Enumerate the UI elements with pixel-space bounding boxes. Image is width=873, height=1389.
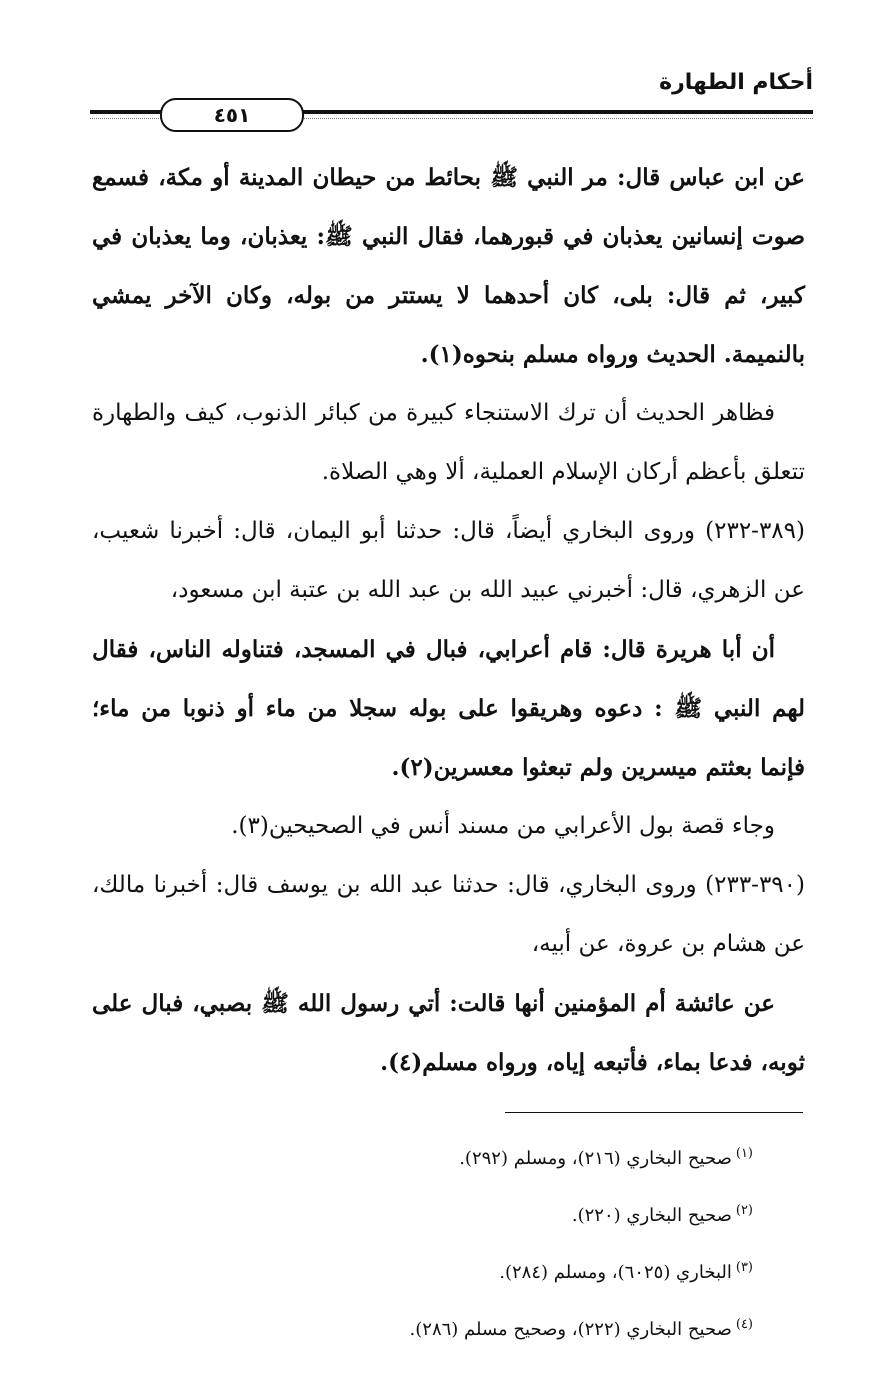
hadith-paragraph: أن أبا هريرة قال: قام أعرابي، فبال في المسجد، فتناوله الناس، فقال لهم النبي ﷺ : دعوه وهريقوا على بوله سجلا من ماء أو ذنوبا من ماء؛ فإنما بعثتم ميسرين ولم تبعثوا معسرين(٢).	[92, 636, 805, 781]
footnote-item	[200, 1299, 753, 1356]
main-text	[92, 148, 805, 1092]
footnote-item	[200, 1242, 753, 1299]
footnote-marker: (٣)	[735, 1260, 753, 1275]
page-header	[90, 62, 813, 132]
hadith-paragraph: عن عائشة أم المؤمنين أنها قالت: أتي رسول الله ﷺ بصبي، فبال على ثوبه، فدعا بماء، فأتبعه إياه، ورواه مسلم(٤).	[92, 990, 805, 1076]
footnote-separator	[505, 1112, 803, 1113]
page-number: ٤٥١	[160, 98, 304, 132]
commentary-paragraph: وجاء قصة بول الأعرابي من مسند أنس في الصحيحين(٣).	[231, 813, 775, 839]
footnotes	[200, 1128, 753, 1356]
footnote-text: صحيح البخاري (٢٢٠).	[571, 1205, 732, 1226]
commentary-paragraph: فظاهر الحديث أن ترك الاستنجاء كبيرة من كبائر الذنوب، كيف والطهارة تتعلق بأعظم أركان الإسلام العملية، ألا وهي الصلاة.	[92, 400, 805, 485]
footnote-marker: (١)	[735, 1146, 753, 1161]
isnad-paragraph: (٣٩٠-٢٣٣) وروى البخاري، قال: حدثنا عبد الله بن يوسف قال: أخبرنا مالك، عن هشام بن عروة، عن أبيه،	[92, 872, 805, 957]
footnote-marker: (٤)	[735, 1317, 753, 1332]
footnote-text: البخاري (٦٠٢٥)، ومسلم (٢٨٤).	[499, 1262, 732, 1283]
footnote-item	[200, 1128, 753, 1185]
footnote-text: صحيح البخاري (٢٢٢)، وصحيح مسلم (٢٨٦).	[409, 1319, 732, 1340]
hadith-paragraph: عن ابن عباس قال: مر النبي ﷺ بحائط من حيطان المدينة أو مكة، فسمع صوت إنسانين يعذبان في قبورهما، فقال النبي ﷺ: يعذبان، وما يعذبان في كبير، ثم قال: بلى، كان أحدهما لا يستتر من بوله، وكان الآخر يمشي بالنميمة. الحديث ورواه مسلم بنحوه(١).	[92, 164, 805, 368]
isnad-paragraph: (٣٨٩-٢٣٢) وروى البخاري أيضاً، قال: حدثنا أبو اليمان، قال: أخبرنا شعيب، عن الزهري، قال: أخبرني عبيد الله بن عبد الله بن عتبة ابن مسعود،	[92, 518, 805, 603]
footnote-marker: (٢)	[735, 1203, 753, 1218]
book-title: أحكام الطهارة	[659, 70, 813, 95]
footnote-item	[200, 1185, 753, 1242]
footnote-text: صحيح البخاري (٢١٦)، ومسلم (٢٩٢).	[459, 1148, 732, 1169]
